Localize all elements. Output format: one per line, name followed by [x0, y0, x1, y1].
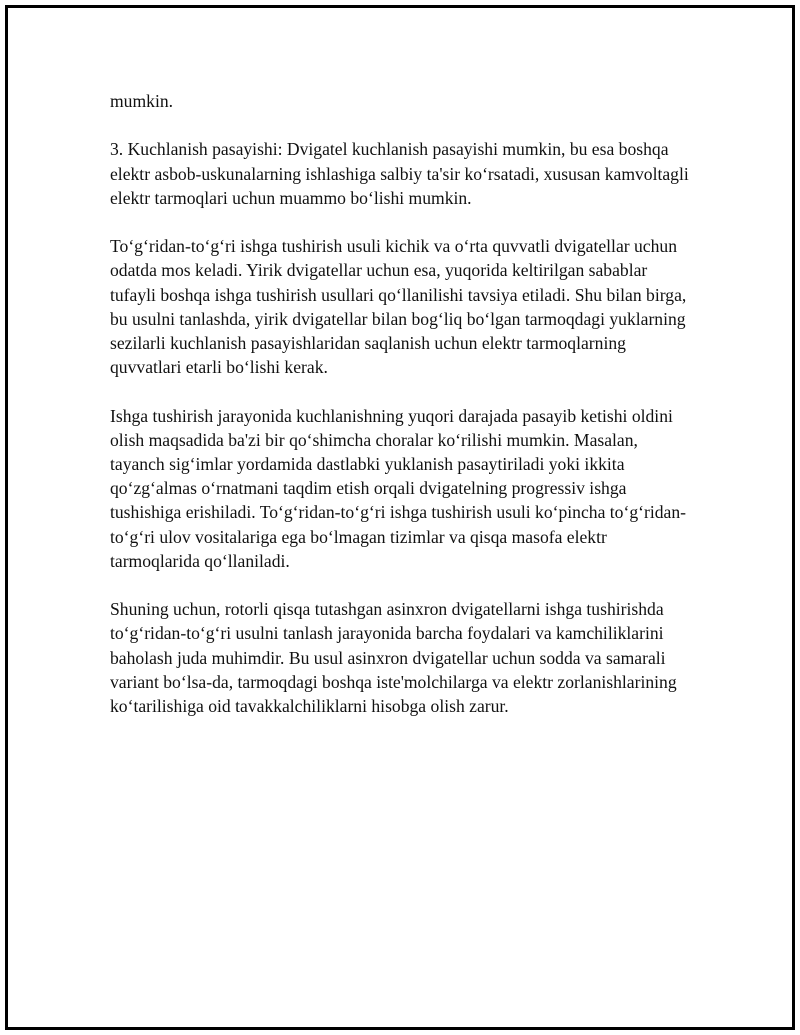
paragraph-additional-measures: Ishga tushirish jarayonida kuchlanishning yuqori darajada pasayib ketishi oldini olish maqsadida ba'zi bir qo‘shimcha choralar ko‘rilishi mumkin. Masalan, tayanch sig‘imlar yordamida dastlabki yuklanish pasaytiriladi yoki ikkita qo‘zg‘almas o‘rnatmani taqdim etish orqali dvigatelning progressiv ishga tushishiga erishiladi. To‘g‘ridan-to‘g‘ri ishga tushirish usuli ko‘pincha to‘g‘ridan-to‘g‘ri ulov vositalariga ega bo‘lmagan tizimlar va qisqa masofa elektr tarmoqlarida qo‘llaniladi.: [110, 405, 686, 571]
paragraph-direct-start-suitability: To‘g‘ridan-to‘g‘ri ishga tushirish usuli kichik va o‘rta quvvatli dvigatellar uchun odatda mos keladi. Yirik dvigatellar uchun esa, yuqorida keltirilgan sabablar tufayli boshqa ishga tushirish usullari qo‘llanilishi tavsiya etiladi. Shu bilan birga, bu usulni tanlashda, yirik dvigatellar bilan bog‘liq bo‘lgan tarmoqdagi yuklarning sezilarli kuchlanish pasayishlaridan saqlanish uchun elektr tarmoqlarning quvvatlari etarli bo‘lishi kerak.: [110, 236, 687, 378]
page-content: [110, 89, 690, 742]
paragraph-voltage-drop: 3. Kuchlanish pasayishi: Dvigatel kuchlanish pasayishi mumkin, bu esa boshqa elektr asbob-uskunalarning ishlashiga salbiy ta'sir ko‘rsatadi, xususan kamvoltagli elektr tarmoqlari uchun muammo bo‘lishi mumkin.: [110, 139, 689, 208]
paragraph-continuation: mumkin.: [110, 91, 174, 111]
paragraph-conclusion: Shuning uchun, rotorli qisqa tutashgan asinxron dvigatellarni ishga tushirishda to‘g‘ridan-to‘g‘ri usulni tanlash jarayonida barcha foydalari va kamchiliklarini baholash juda muhimdir. Bu usul asinxron dvigatellar uchun sodda va samarali variant bo‘lsa-da, tarmoqdagi boshqa iste'molchilarga va elektr zorlanishlarining ko‘tarilishiga oid tavakkalchiliklarni hisobga olish zarur.: [110, 599, 677, 717]
